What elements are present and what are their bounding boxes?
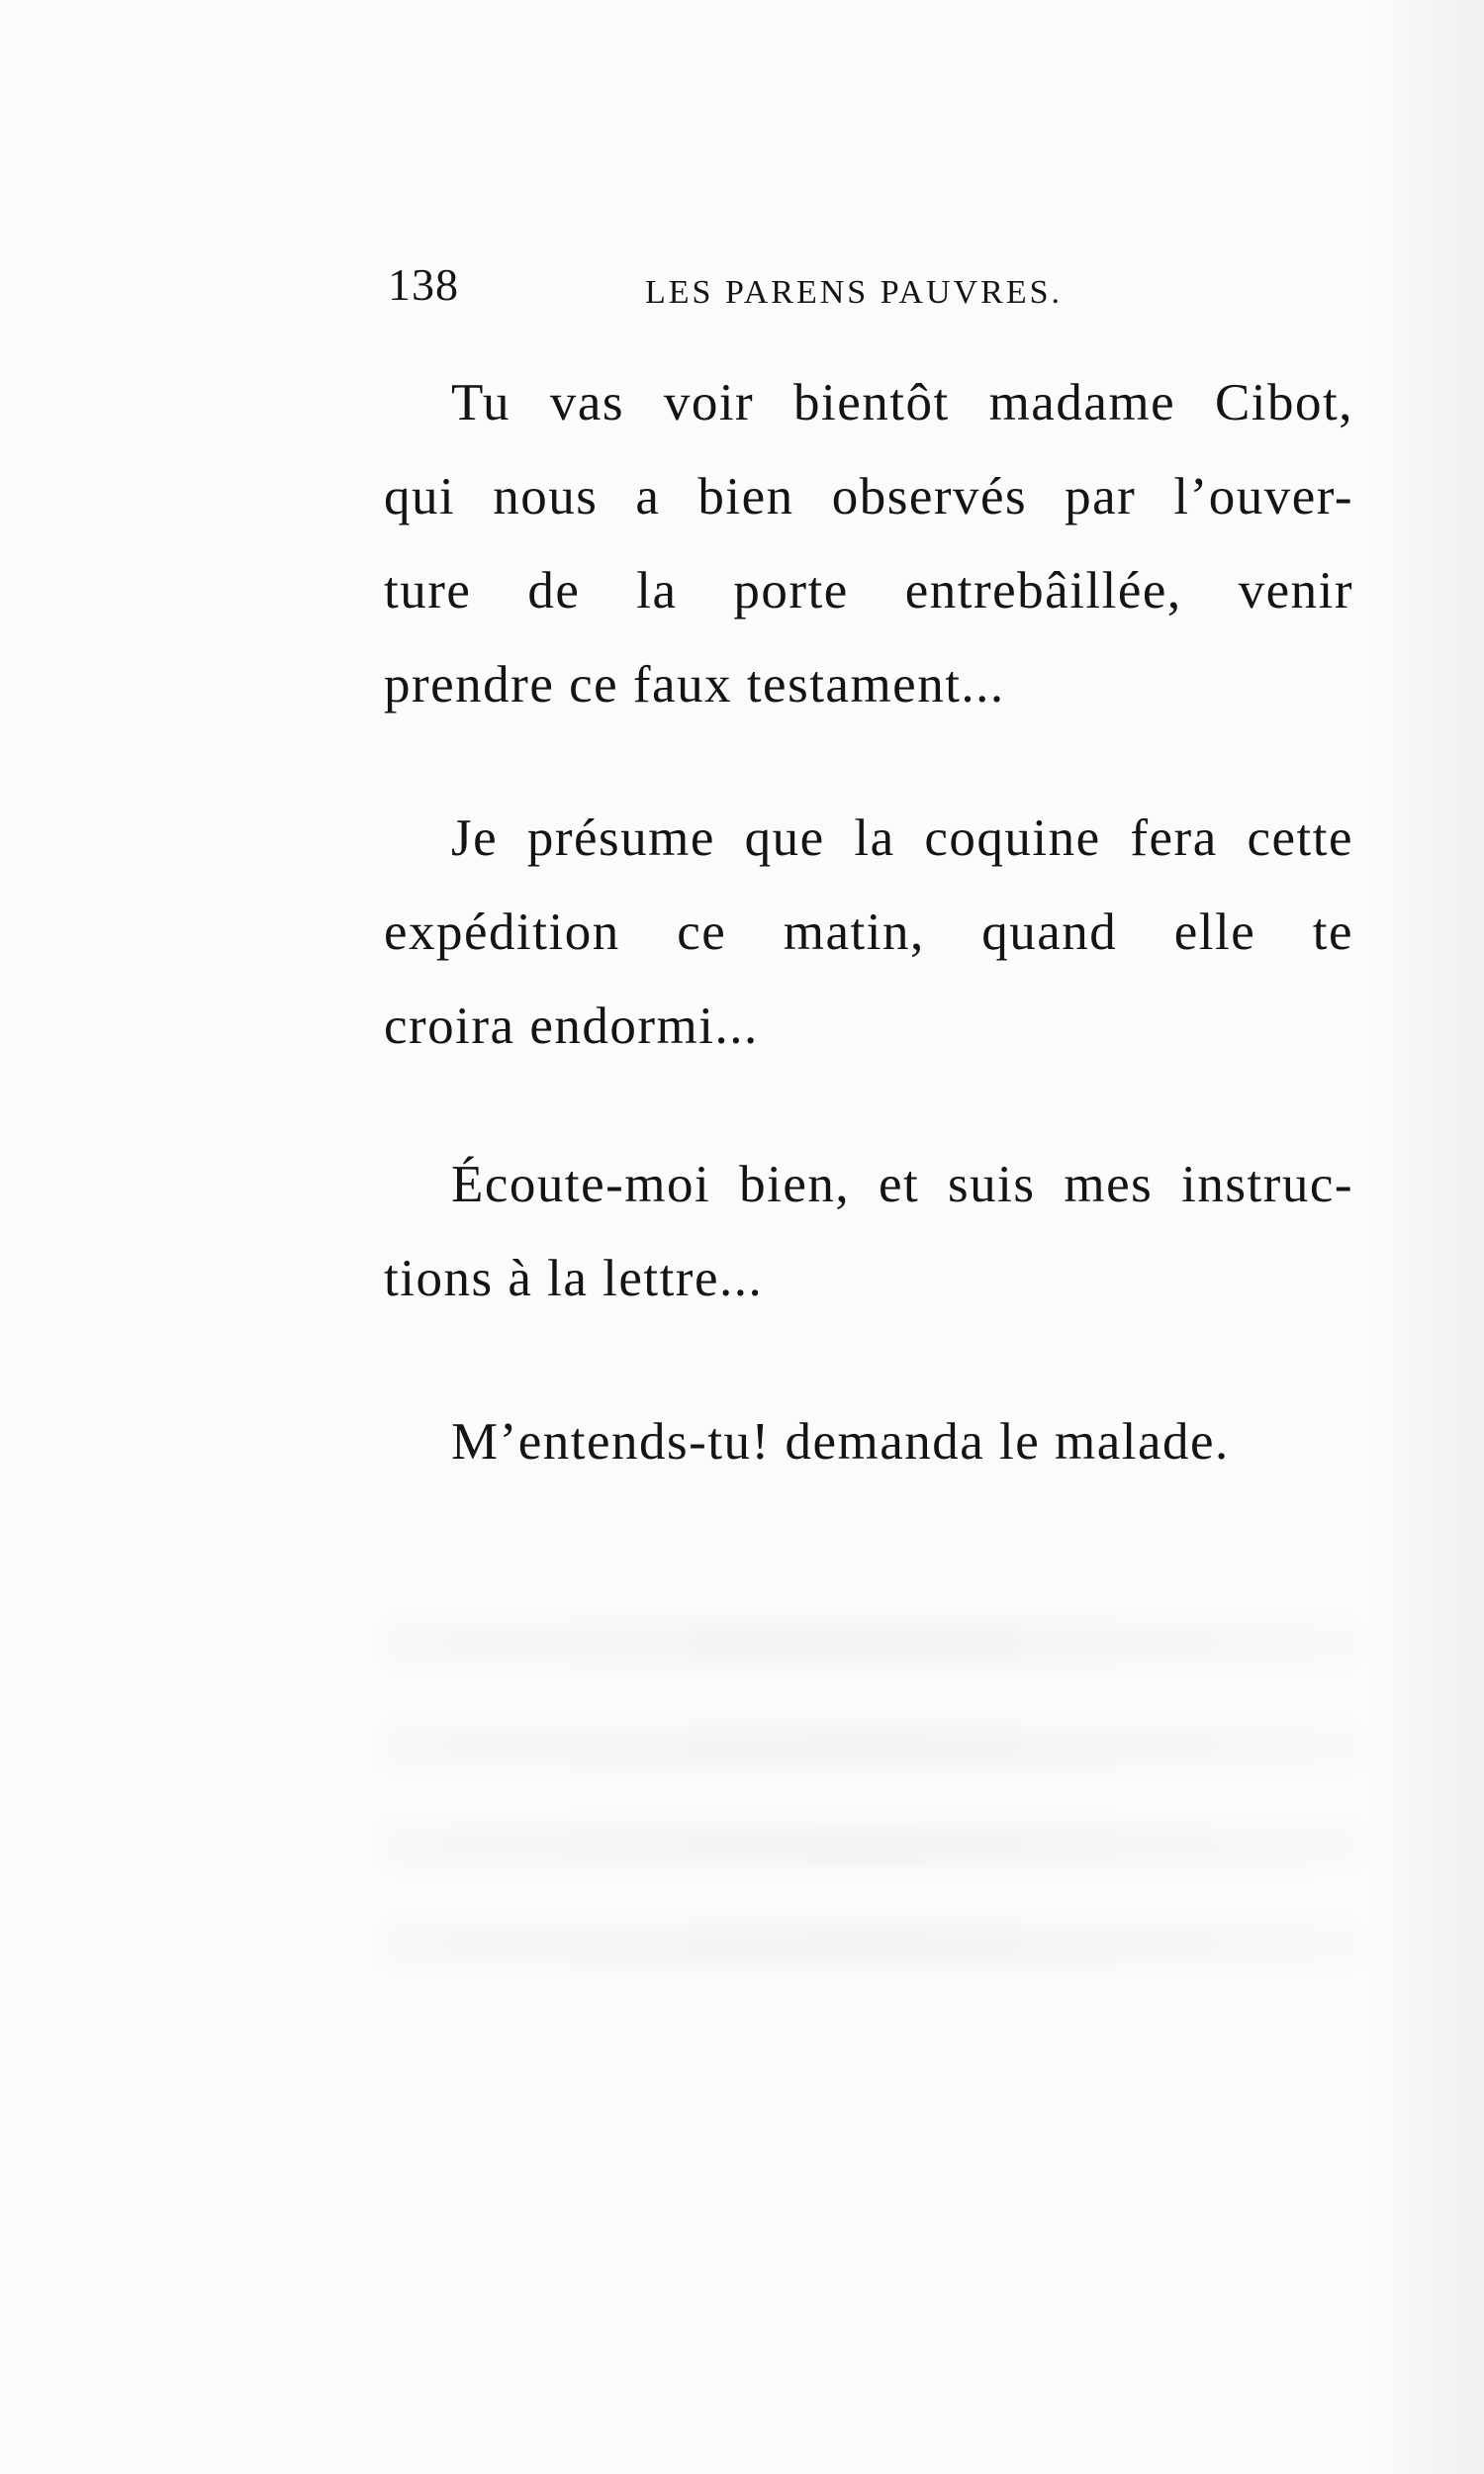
paragraph xyxy=(384,1395,1353,1489)
paragraph xyxy=(384,356,1353,732)
show-through-text xyxy=(388,1727,1357,1766)
text-line: tions à la lettre... xyxy=(384,1250,764,1307)
text-line: M’entends-tu! demanda le malade. xyxy=(451,1413,1230,1471)
text-line: Je présume que la coquine fera cette xyxy=(451,809,1353,867)
text-line: prendre ce faux testament... xyxy=(384,656,1005,714)
text-line: expédition ce matin, quand elle te xyxy=(384,904,1353,961)
show-through-text xyxy=(388,1826,1357,1865)
show-through-text xyxy=(388,1623,1357,1663)
paragraph xyxy=(384,1138,1353,1326)
running-header xyxy=(388,259,1120,332)
text-line: Écoute-moi bien, et suis mes instruc- xyxy=(451,1156,1353,1213)
text-line: ture de la porte entrebâillée, venir xyxy=(384,562,1353,619)
text-line: qui nous a bien observés par l’ouver- xyxy=(384,468,1353,525)
page-edge-shadow xyxy=(1365,0,1484,2474)
running-title: LES PARENS PAUVRES. xyxy=(645,274,1064,311)
text-line: croira endormi... xyxy=(384,998,759,1055)
page-number: 138 xyxy=(388,259,459,310)
paragraph xyxy=(384,792,1353,1074)
show-through-text xyxy=(388,1925,1357,1964)
text-line: Tu vas voir bientôt madame Cibot, xyxy=(451,374,1353,431)
